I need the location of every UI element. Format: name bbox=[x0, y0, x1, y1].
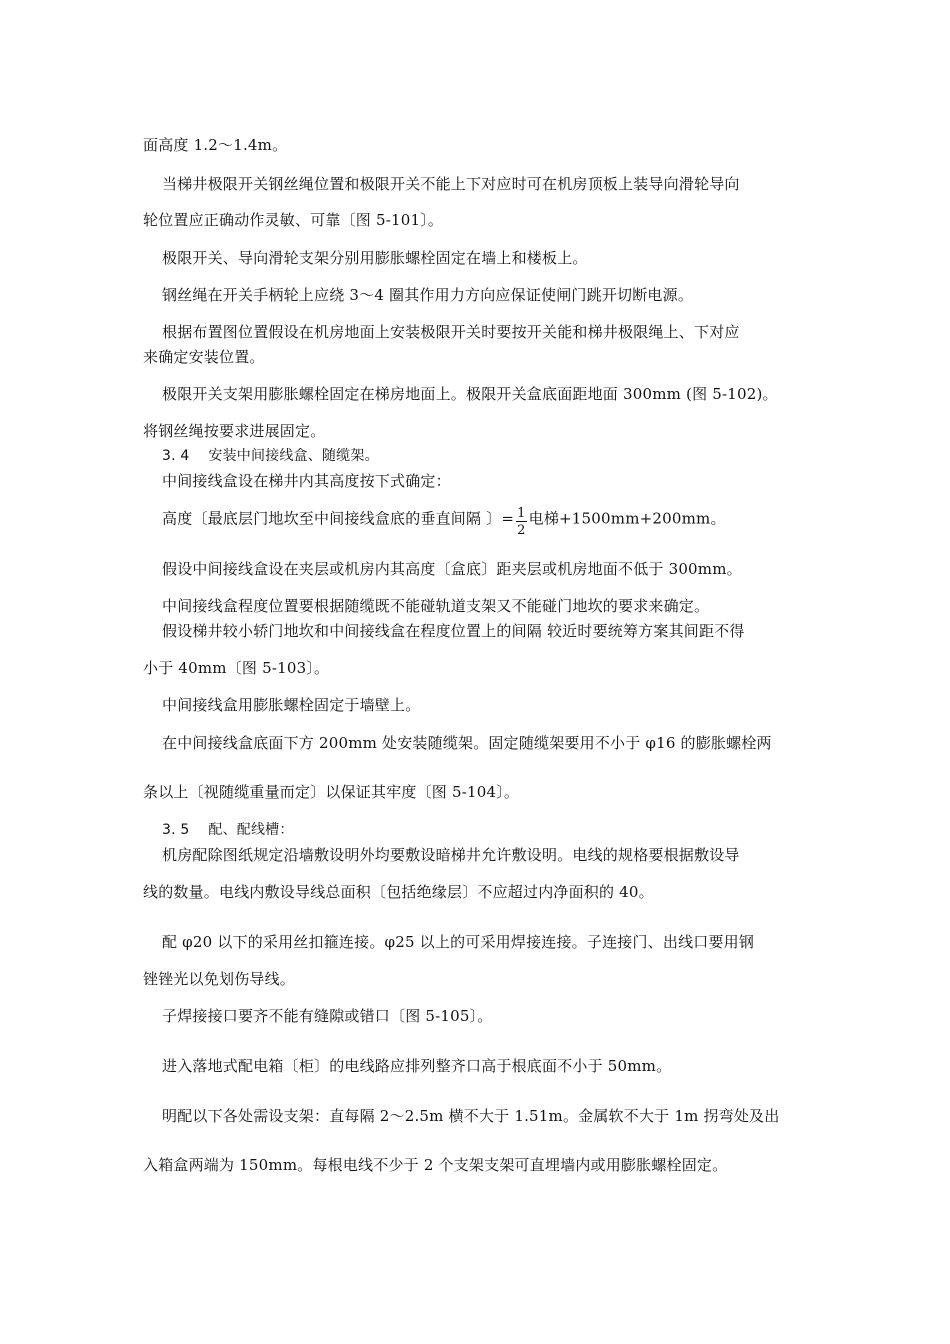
text-line: 配 φ20 以下的采用丝扣箍连接。φ25 以上的可采用焊接连接。子连接门、出线口要用钢 bbox=[162, 933, 755, 951]
text-line: 来确定安装位置。 bbox=[143, 348, 265, 366]
fraction-denominator: 2 bbox=[517, 523, 526, 538]
text-line: 小于 40mm〔图 5-103〕。 bbox=[143, 659, 330, 677]
fraction bbox=[516, 507, 526, 538]
text-line: 中间接线盒设在梯井内其高度按下式确定： bbox=[162, 472, 451, 490]
text-line: 进入落地式配电箱〔柜〕的电线路应排列整齐口高于根底面不小于 50mm。 bbox=[162, 1057, 672, 1075]
section-heading: 3. 4 安装中间接线盒、随缆架。 bbox=[162, 448, 379, 464]
section-heading: 3. 5 配、配线槽： bbox=[162, 822, 294, 838]
text-line: 明配以下各处需设支架：直每隔 2～2.5m 横不大于 1.51m。金属软不大于 1m 拐弯处及出 bbox=[162, 1107, 780, 1125]
formula-prefix: 高度〔最底层门地坎至中间接线盒底的垂直间隔 〕= bbox=[162, 509, 515, 528]
text-line: 根据布置图位置假设在机房地面上安装极限开关时要按开关能和梯井极限绳上、下对应 bbox=[162, 323, 740, 341]
formula-suffix: 电梯+1500mm+200mm。 bbox=[528, 509, 726, 528]
text-line: 假设中间接线盒设在夹层或机房内其高度〔盒底〕距夹层或机房地面不低于 300mm。 bbox=[162, 560, 742, 578]
text-line: 子焊接接口要齐不能有缝隙或错口〔图 5-105〕。 bbox=[162, 1007, 493, 1025]
text-line: 极限开关支架用膨胀螺栓固定在梯房地面上。极限开关盒底面距地面 300mm (图 5-102)。 bbox=[162, 385, 778, 403]
formula-line bbox=[162, 504, 726, 538]
text-line: 条以上〔视随缆重量而定〕以保证其牢度〔图 5-104〕。 bbox=[143, 783, 520, 801]
text-line: 钢丝绳在开关手柄轮上应绕 3～4 圈其作用力方向应保证使闸门跳开切断电源。 bbox=[162, 286, 694, 304]
text-line: 假设梯井较小轿门地坎和中间接线盒在程度位置上的间隔 较近时要统筹方案其间距不得 bbox=[162, 622, 745, 640]
text-line: 面高度 1.2～1.4m。 bbox=[143, 136, 288, 154]
text-line: 在中间接线盒底面下方 200mm 处安装随缆架。固定随缆架要用不小于 φ16 的膨胀螺栓两 bbox=[162, 734, 772, 752]
text-line: 锉锉光以免划伤导线。 bbox=[143, 970, 296, 988]
text-line: 极限开关、导向滑轮支架分别用膨胀螺栓固定在墙上和楼板上。 bbox=[162, 249, 588, 267]
text-line: 当梯井极限开关钢丝绳位置和极限开关不能上下对应时可在机房顶板上装导向滑轮导向 bbox=[162, 175, 740, 193]
text-line: 轮位置应正确动作灵敏、可靠〔图 5-101〕。 bbox=[143, 211, 444, 229]
text-line: 线的数量。电线内敷设导线总面积〔包括绝缘层〕不应超过内净面积的 40。 bbox=[143, 883, 654, 901]
text-line: 入箱盒两端为 150mm。每根电线不少于 2 个支架支架可直埋墙内或用膨胀螺栓固定。 bbox=[143, 1156, 728, 1174]
text-line: 机房配除图纸规定沿墙敷设明外均要敷设暗梯井允许敷设明。电线的规格要根据敷设导 bbox=[162, 846, 740, 864]
text-line: 中间接线盒用膨胀螺栓固定于墙壁上。 bbox=[162, 696, 421, 714]
text-line: 将钢丝绳按要求进展固定。 bbox=[143, 422, 326, 440]
fraction-numerator: 1 bbox=[517, 506, 526, 521]
text-line: 中间接线盒程度位置要根据随缆既不能碰轨道支架又不能碰门地坎的要求来确定。 bbox=[162, 597, 710, 615]
